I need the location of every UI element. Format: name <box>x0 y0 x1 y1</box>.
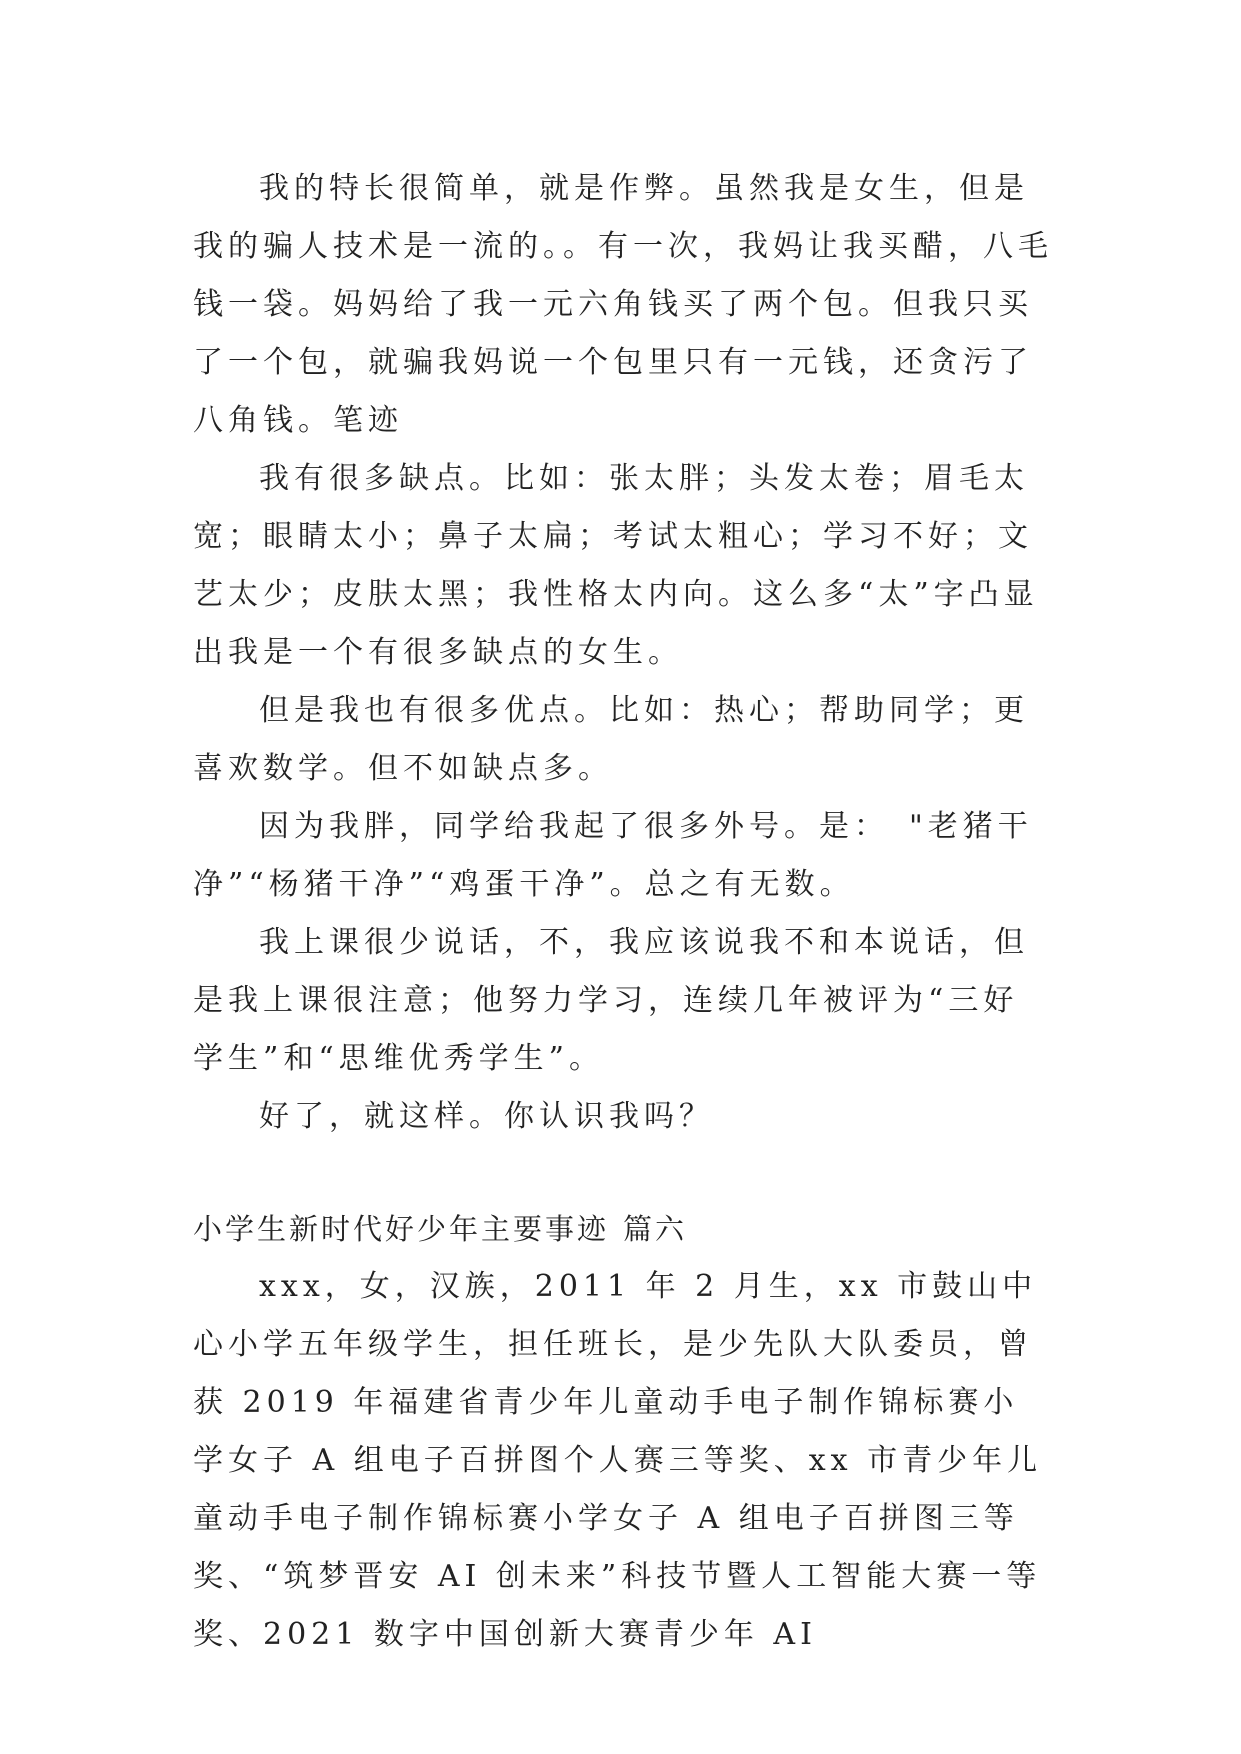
body-paragraph: 但是我也有很多优点。比如：热心；帮助同学；更喜欢数学。但不如缺点多。 <box>193 693 1029 786</box>
section-heading-title: 小学生新时代好少年主要事迹 <box>193 1212 610 1246</box>
body-paragraph: 我上课很少说话，不，我应该说我不和本说话，但是我上课很注意；他努力学习，连续几年被评为“三好学生”和“思维优秀学生”。 <box>193 925 1029 1076</box>
section-paragraph: xxx，女，汉族，2011 年 2 月生，xx 市鼓山中心小学五年级学生，担任班长，是少先队大队委员，曾获 2019 年福建省青少年儿童动手电子制作锦标赛小学女子 A 组电子百拼图个人赛三等奖、xx 市青少年儿童动手电子制作锦标赛小学女子 A 组电子百拼图三等奖、“筑梦晋安 AI 创未来”科技节暨人工智能大赛一等奖、2021 数字中国创新大赛青少年 AI <box>193 1269 1043 1652</box>
section-heading <box>193 1200 1053 1258</box>
body-paragraph: 我的特长很简单，就是作弊。虽然我是女生，但是我的骗人技术是一流的。。有一次，我妈让我买醋，八毛钱一袋。妈妈给了我一元六角钱买了两个包。但我只买了一个包，就骗我妈说一个包里只有一元钱，还贪污了八角钱。笔迹 <box>193 171 1053 438</box>
body-paragraph: 好了，就这样。你认识我吗？ <box>259 1099 714 1134</box>
document-body <box>193 160 1053 1664</box>
body-paragraph: 我有很多缺点。比如：张太胖；头发太卷；眉毛太宽；眼睛太小；鼻子太扁；考试太粗心；学习不好；文艺太少；皮肤太黑；我性格太内向。这么多“太”字凸显出我是一个有很多缺点的女生。 <box>193 461 1039 670</box>
body-paragraph: 因为我胖，同学给我起了很多外号。是： "老猪干净”“杨猪干净”“鸡蛋干净”。总之有无数。 <box>193 809 1033 902</box>
section-heading-label: 篇六 <box>623 1212 688 1246</box>
